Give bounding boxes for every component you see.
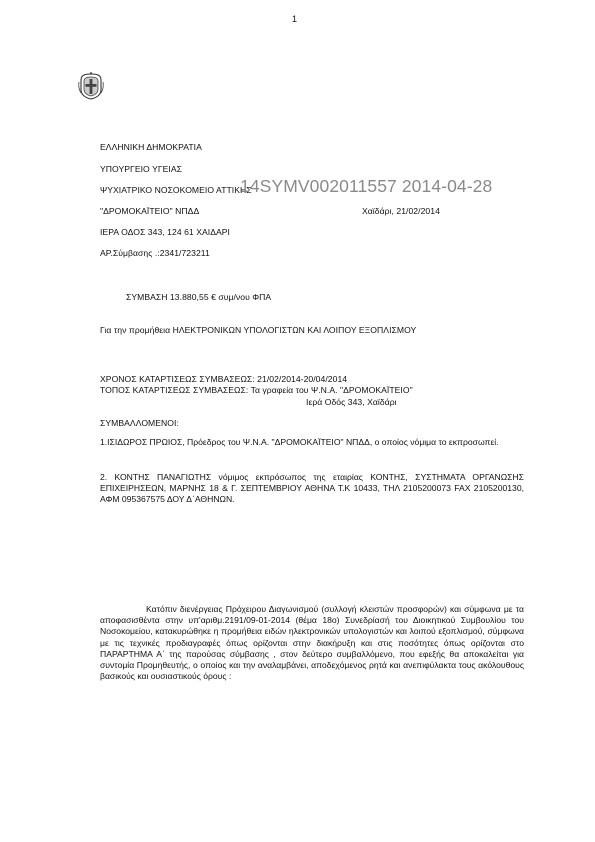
contract-number: ΑΡ.Σύμβασης .:2341/723211 [100,248,210,258]
header-ministry: ΥΠΟΥΡΓΕΙΟ ΥΓΕΙΑΣ [100,164,183,174]
contract-subject: Για την προμήθεια ΗΛΕΚΤΡΟΝΙΚΩΝ ΥΠΟΛΟΓΙΣΤΩΝ ΚΑΙ ΛΟΙΠΟΥ ΕΞΟΠΛΙΣΜΟΥ [100,325,417,335]
place-date: Χαϊδάρι, 21/02/2014 [362,206,440,216]
party-2: 2. ΚΟΝΤΗΣ ΠΑΝΑΓΙΩΤΗΣ νόμιμος εκπρόσωπος της εταιρίας ΚΟΝΤΗΣ, ΣΥΣΤΗΜΑΤΑ ΟΡΓΑΝΩΣΗΣ ΕΠΙΧΕΙΡΗΣΕΩΝ, ΜΑΡΝΗΣ 18 & Γ. ΣΕΠΤΕΜΒΡΙΟΥ ΑΘΗΝΑ Τ.Κ 10433, ΤΗΛ 2105200073 FAX 2105200130, ΑΦΜ 095367575 ΔΟΥ Δ΄ΑΘΗΝΩΝ. [100,472,524,505]
header-address: ΙΕΡΑ ΟΔΟΣ 343, 124 61 ΧΑΙΔΑΡΙ [100,227,230,237]
header-country: ΕΛΛΗΝΙΚΗ ΔΗΜΟΚΡΑΤΙΑ [100,142,202,152]
contract-amount: ΣΥΜΒΑΣΗ 13.880,55 € συμ/νου ΦΠΑ [126,292,272,302]
header-hospital-name: "ΔΡΟΜΟΚΑΪΤΕΙΟ" ΝΠΔΔ [100,206,200,216]
body-paragraph: Κατόπιν διενέργειας Πρόχειρου Διαγωνισμού (συλλογή κλειστών προσφορών) και σύμφωνα με τα αποφασισθέντα στην υπ'αριθμ.2191/09-01-2014 (θέμα 18ο) Συνεδρίασή του Διοικητικού Συμβουλίου του Νοσοκομείου, κατακυρώθηκε η προμήθεια ειδών ηλεκτρονικών υπολογιστών και λοιπού εξοπλισμού, σύμφωνα με τις τεχνικές προδιαγραφές όπως ορίζονται στην διακήρυξη και στις ποσότητες όπως ορίζονται στο ΠΑΡΑΡΤΗΜΑ Α΄ της παρούσας σύμβασης , στον δεύτερο συμβαλλόμενο, που εφεξής θα αποκαλείται για συντομία Προμηθευτής, ο οποίος και την αναλαμβάνει, αποδεχόμενος ρητά και ανεπιφύλακτα τους ακόλουθους βασικούς και ουσιαστικούς όρους : [100,604,524,682]
party-1: 1.ΙΣΙΔΩΡΟΣ ΠΡΩΙΟΣ, Πρόεδρος του Ψ.Ν.Α. "ΔΡΟΜΟΚΑΪΤΕΙΟ" ΝΠΔΔ, ο οποίος νόμιμα το εκπροσωπεί. [100,437,499,447]
header-hospital: ΨΥΧΙΑΤΡΙΚΟ ΝΟΣΟΚΟΜΕΙΟ ΑΤΤΙΚΗΣ [100,185,252,195]
place-of-signing: ΤΟΠΟΣ ΚΑΤΑΡΤΙΣΕΩΣ ΣΥΜΒΑΣΕΩΣ: Τα γραφεία του Ψ.Ν.Α. "ΔΡΟΜΟΚΑΪΤΕΙΟ" [100,385,413,395]
greek-coat-of-arms-icon [78,72,104,100]
parties-heading: ΣΥΜΒΑΛΛΟΜΕΝΟΙ: [100,418,179,428]
place-address: Ιερά Οδός 343, Χαϊδάρι [306,397,397,407]
registry-stamp: 14SYMV002011557 2014-04-28 [240,176,493,196]
page-number: 1 [292,14,298,24]
time-of-signing: ΧΡΟΝΟΣ ΚΑΤΑΡΤΙΣΕΩΣ ΣΥΜΒΑΣΕΩΣ: 21/02/2014-20/04/2014 [100,374,348,384]
